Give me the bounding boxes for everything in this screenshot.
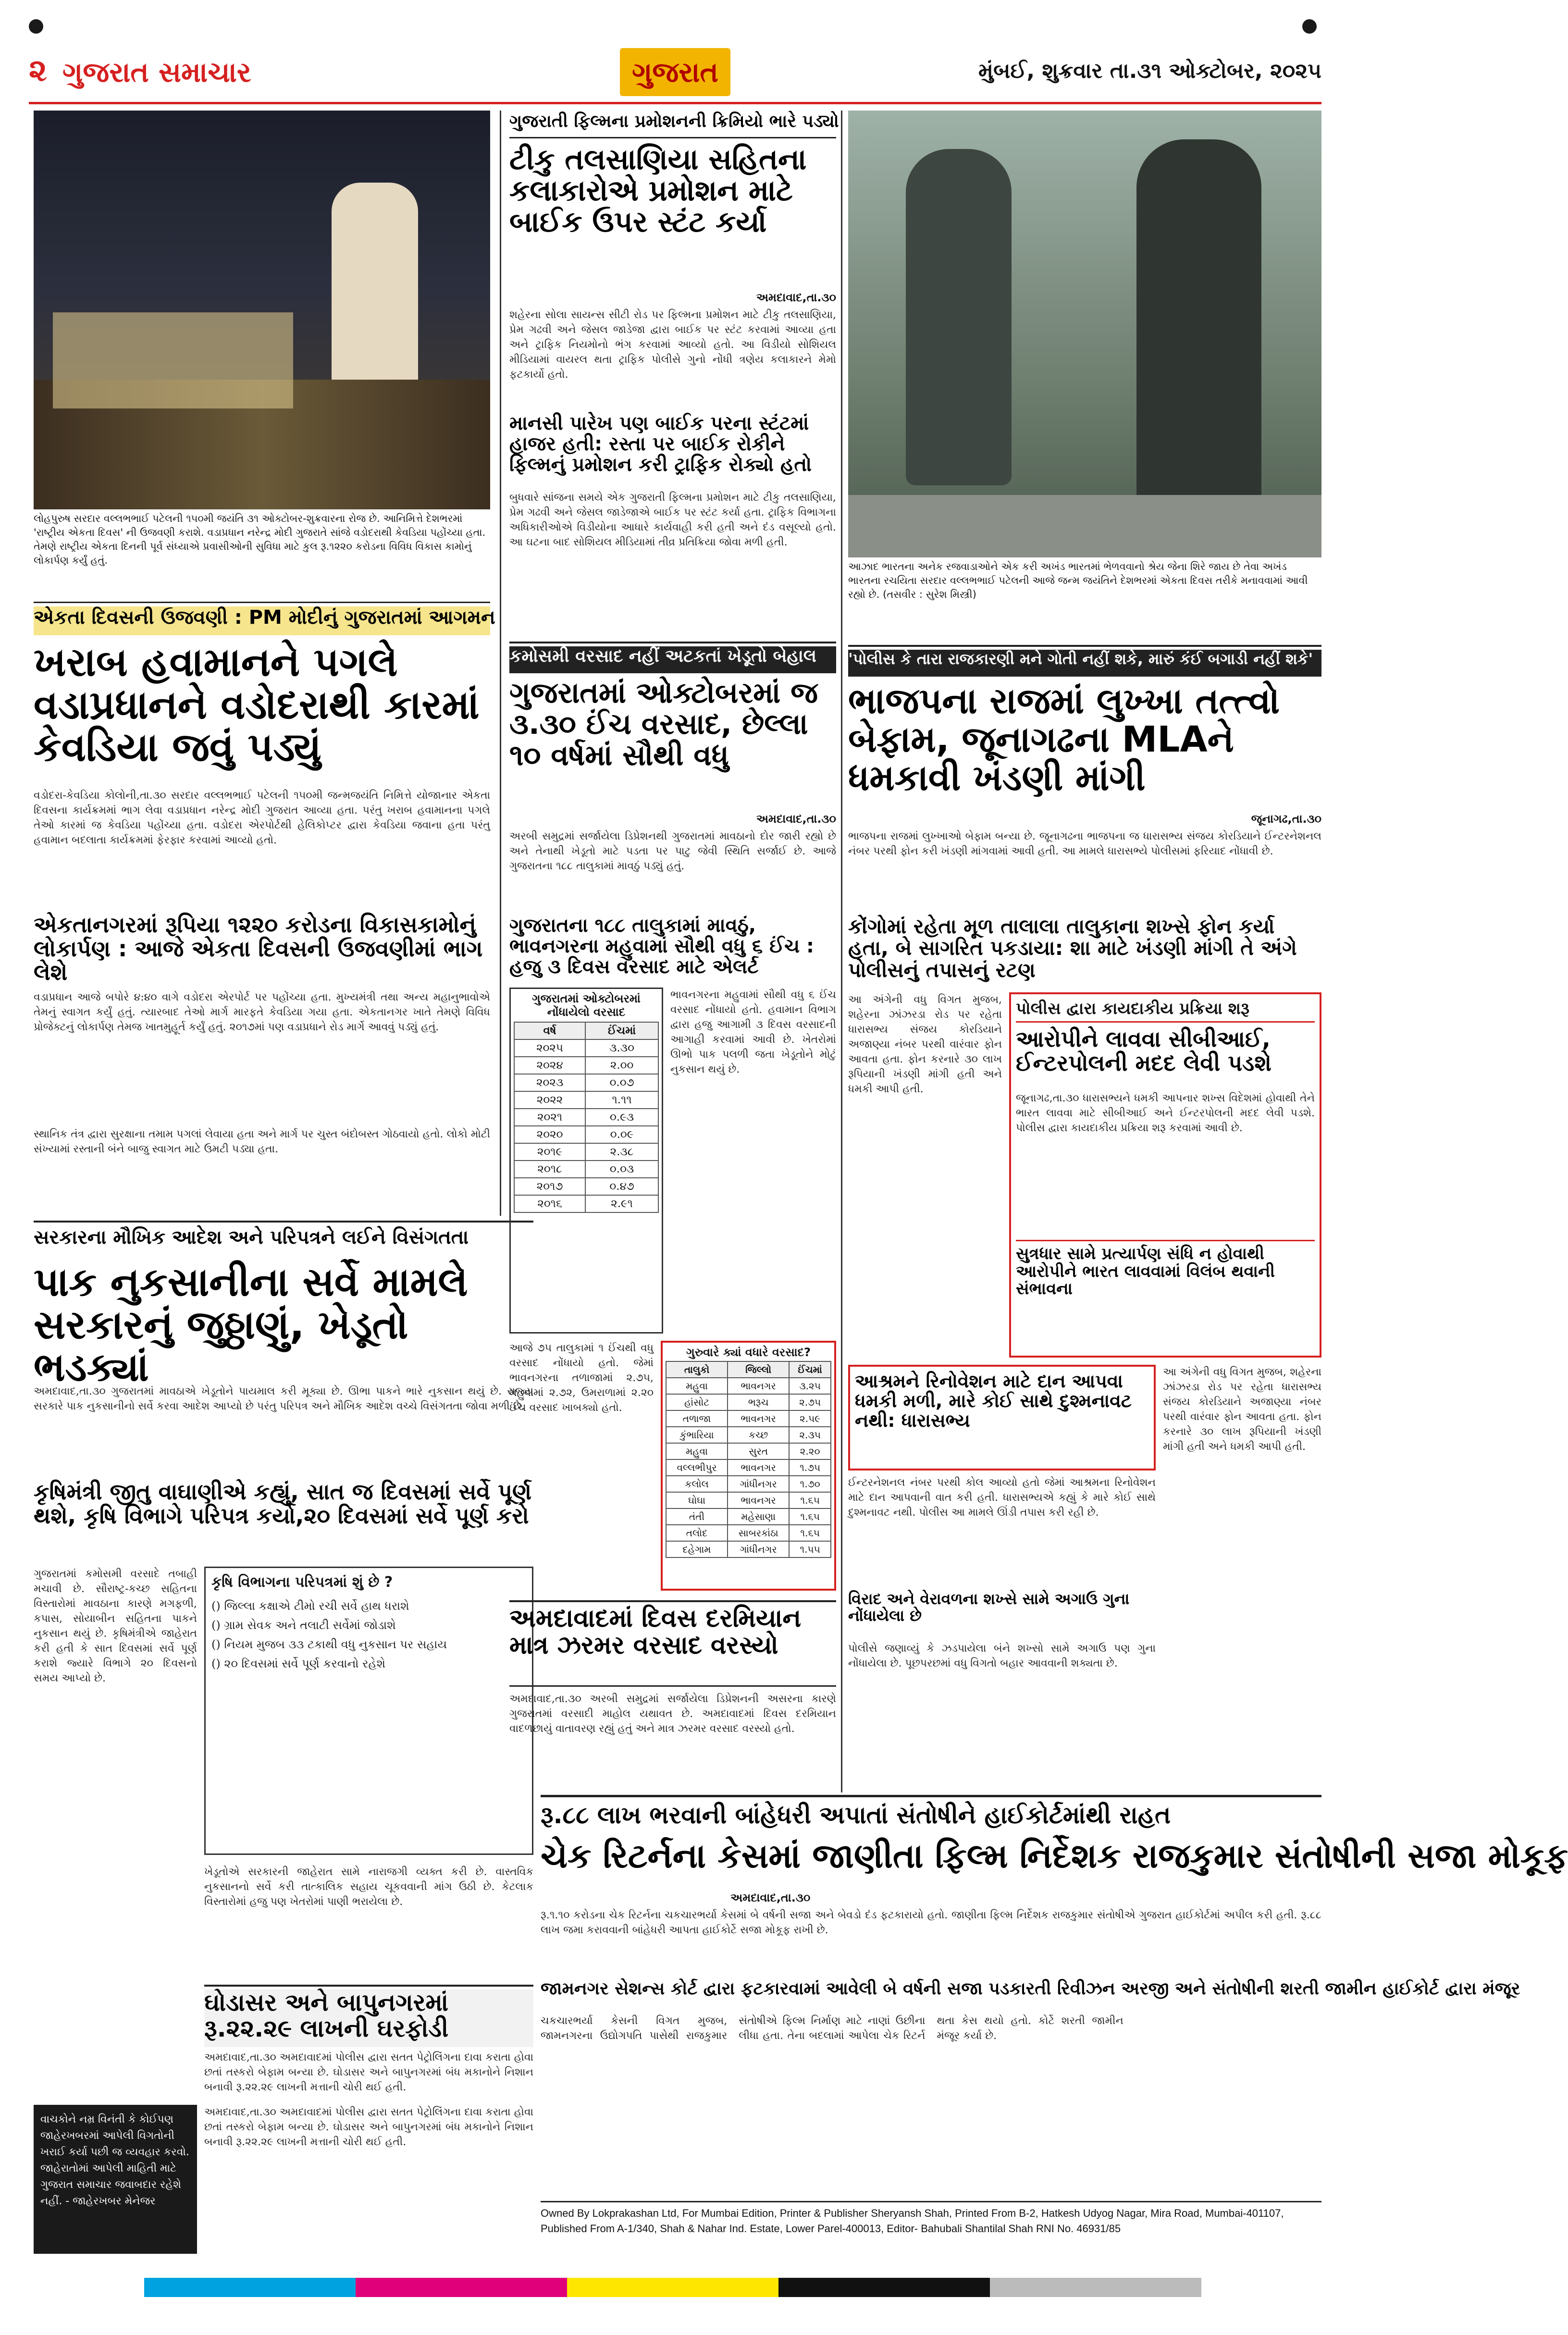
crop-box-point: () જિલ્લા કક્ષાએ ટીમો રચી સર્વે હાથ ધરાશે xyxy=(211,1599,409,1613)
crop-kicker: સરકારના મૌખિક આદેશ અને પરિપત્રને લઈને વિસંગતતા xyxy=(34,1226,469,1248)
thursday-table-row xyxy=(666,1427,831,1443)
robbery-headline: ઘોડાસર અને બાપુનગરમાં રૂ.૨૨.૨૯ લાખની ઘરફોડી xyxy=(204,1989,533,2047)
thursday-table-row xyxy=(666,1492,831,1508)
thursday-table xyxy=(666,1361,831,1558)
bike-body-2: બુધવારે સાંજના સમયે એક ગુજરાતી ફિલ્મના પ્રમોશન માટે ટીકુ તલસાણિયા, પ્રેમ ગઢવી અને જેસલ જાડેજાએ બાઈક પર સ્ટંટ કર્યા હતા. ટ્રાફિક વિભાગના અધિકારીઓએ વિડીયોના આધારે કાર્યવાહી કરી હતી અને દંડ વસૂલ્યો હતો. આ ઘટના બાદ સોશિયલ મીડિયામાં તીવ્ર પ્રતિક્રિયા જોવા મળી હતી. xyxy=(509,492,836,548)
thursday-table-row xyxy=(666,1508,831,1525)
bike-kicker: ગુજરાતી ફિલ્મના પ્રમોશનની ક્રિમિયો ભારે પડ્યો xyxy=(509,111,836,138)
bike-subhead: માનસી પારેખ પણ બાઈક પરના સ્ટંટમાં હાજર હતી: રસ્તા પર બાઈક રોકીને ફિલ્મનું પ્રમોશન કરી ટ્રાફિક રોક્યો હતો xyxy=(509,412,812,476)
ahmedabad-rain-body: અમદાવાદ,તા.૩૦ અરબી સમુદ્રમાં સર્જાયેલા ડિપ્રેશનની અસરના કારણે ગુજરાતમાં વરસાદી માહોલ યથાવત છે. અમદાવાદમાં દિવસ દરમિયાન વાદળછાયું વાતાવરણ રહ્યું હતું અને માત્ર ઝરમર વરસાદ વરસ્યો હતો. xyxy=(509,1693,836,1735)
masthead xyxy=(29,48,1321,101)
table-cell: ૦.૦૯ xyxy=(585,1126,658,1143)
registration-mark xyxy=(29,19,43,34)
table-cell: ૦.૦૩ xyxy=(585,1161,658,1178)
pm-body-1: વડોદરા-કેવડિયા કોલોની,તા.૩૦ સરદાર વલ્લભભાઈ પટેલની ૧૫૦મી જન્મજયંતિ નિમિત્તે યોજાનાર એકતા દિવસના કાર્યક્રમમાં ભાગ લેવા વડાપ્રધાન નરેન્દ્ર મોદી ગુજરાત આવ્યા હતા. પરંતુ ખરાબ હવામાનના પગલે તેઓ કારમાં જ કેવડિયા પહોંચ્યા હતા. વડોદરા એરપોર્ટથી હેલિકોપ્ટર દ્વારા કેવડિયા જવાના હતા પરંતુ હવામાન બદલાતા કાર્યક્રમમાં ફેરફાર કરવામાં આવ્યો હતો. xyxy=(34,790,490,846)
police-box-body: જૂનાગઢ,તા.૩૦ ધારાસભ્યને ધમકી આપનાર શખ્સ વિદેશમાં હોવાથી તેને ભારત લાવવા માટે સીબીઆઈ અને ઈન્ટરપોલની મદદ લેવી પડશે. પોલીસ દ્વારા કાયદાકીય પ્રક્રિયા શરૂ કરવામાં આવી છે. xyxy=(1016,1092,1315,1134)
table-cell: તલોદ xyxy=(666,1525,728,1541)
table-cell: મહુવા xyxy=(666,1378,728,1394)
table-cell: ૨.૯૧ xyxy=(585,1195,658,1212)
divider xyxy=(34,602,490,603)
rain-body-3-wrap xyxy=(509,1341,654,1557)
thursday-table-row xyxy=(666,1443,831,1459)
crop-box-title: કૃષિ વિભાગના પરિપત્રમાં શું છે ? xyxy=(211,1574,393,1591)
table-cell: ૧.૬૫ xyxy=(789,1492,831,1508)
table-cell: ૩.૨૫ xyxy=(789,1378,831,1394)
rain-table-row xyxy=(514,1109,658,1126)
table-cell: ૨૦૨૫ xyxy=(514,1039,585,1057)
table-cell: ૨૦૨૨ xyxy=(514,1091,585,1109)
statue-photo-caption: આઝાદ ભારતના અનેક રજવાડાઓને એક કરી અખંડ ભારતમાં ભેળવવાનો શ્રેય જેના શિરે જાય છે તેવા અખંડ ભારતના રચયિતા સરદાર વલ્લભભાઈ પટેલની આજે જન્મ જયંતિને દેશભરમાં એકતા દિવસ તરીકે મનાવવામાં આવી રહ્યો છે. (તસવીર : સુરેશ મિસ્ત્રી) xyxy=(848,561,1308,600)
reader-notice: વાચકોને નમ્ર વિનંતી કે કોઈપણ જાહેરખબરમાં આપેલી વિગતોની ખરાઈ કર્યા પછી જ વ્યવહાર કરવો. જાહેરાતોમાં આપેલી માહિતી માટે ગુજરાત સમાચાર જવાબદાર રહેશે નહીં. - જાહેરખબર મેનેજર xyxy=(34,2105,197,2254)
table-cell: ૧.૬૫ xyxy=(789,1525,831,1541)
ashram-body-2: પોલીસે જણાવ્યું કે ઝડપાયેલા બંને શખ્સો સામે અગાઉ પણ ગુના નોંધાયેલા છે. પૂછપરછમાં વધુ વિગતો બહાર આવવાની શક્યતા છે. xyxy=(848,1643,1156,1669)
table-cell: ૨૦૨૪ xyxy=(514,1057,585,1074)
registration-mark xyxy=(1302,19,1317,34)
rain-headline: ગુજરાતમાં ઓક્ટોબરમાં જ ૩.૩૦ ઈંચ વરસાદ, છેલ્લા ૧૦ વર્ષમાં સૌથી વધુ xyxy=(509,676,818,772)
bike-dateline: અમદાવાદ,તા.૩૦ xyxy=(756,291,836,304)
pm-headline: ખરાબ હવામાનને પગલે વડાપ્રધાનને વડોદરાથી કારમાં કેવડિયા જવું પડ્યું xyxy=(34,640,480,771)
section-tag: ગુજરાત xyxy=(620,48,730,96)
table-cell: ભાવનગર xyxy=(728,1492,789,1508)
table-cell: ૨.૫૯ xyxy=(789,1410,831,1427)
statue-photo xyxy=(848,111,1321,557)
rain-body-1: અરબી સમુદ્રમાં સર્જાયેલા ડિપ્રેશનથી ગુજરાતમાં માવઠાનો દોર જારી રહ્યો છે અને તેનાથી ખેડૂતો માટે પડતા પર પાટુ જેવી સ્થિતિ સર્જાઈ છે. આજે ગુજરાતના ૧૮૮ તાલુકામાં માવઠું પડ્યું હતું. xyxy=(509,830,836,872)
crop-body-2: ગુજરાતમાં કમોસમી વરસાદે તબાહી મચાવી છે. સૌરાષ્ટ્ર-કચ્છ સહિતના વિસ્તારોમાં માવઠાના કારણે મગફળી, કપાસ, સોયાબીન સહિતના પાકને નુકસાન થયું છે. કૃષિમંત્રીએ જાહેરાત કરી હતી કે સાત દિવસમાં સર્વે પૂર્ણ કરાશે જ્યારે વિભાગે ૨૦ દિવસનો સમય આપ્યો છે. xyxy=(34,1568,197,1684)
table-cell: ૨૦૧૯ xyxy=(514,1143,585,1161)
table-cell: ૦.૦૭ xyxy=(585,1074,658,1091)
table-cell: મહેસાણા xyxy=(728,1508,789,1525)
divider xyxy=(541,1795,1321,1797)
table-cell: ૨.૨૦ xyxy=(789,1443,831,1459)
crop-body-1: અમદાવાદ,તા.૩૦ ગુજરાતમાં માવઠાએ ખેડૂતોને પાયમાલ કરી મૂક્યા છે. ઊભા પાકને ભારે નુકસાન થયું છે. રાજ્ય સરકારે પાક નુકસાનીનો સર્વે કરવા આદેશ આપ્યો છે પરંતુ પરિપત્ર અને મૌખિક આદેશ વચ્ચે વિસંગતતા જોવા મળી છે. xyxy=(34,1385,533,1412)
table-cell: ૨૦૨૦ xyxy=(514,1126,585,1143)
pm-photo-caption: લોહપુરુષ સરદાર વલ્લભભાઈ પટેલની ૧૫૦મી જયંતિ ૩૧ ઓક્ટોબર-શુક્રવારના રોજ છે. આનિમિત્તે દેશભરમાં 'રાષ્ટ્રીય એકતા દિવસ' ની ઉજવણી કરાશે. વડાપ્રધાન નરેન્દ્ર મોદી ગુજરાતે સાંજે વડોદરાથી કેવડિયા પહોંચ્યા હતા. તેમણે રાષ્ટ્રીય એકતા દિનની પૂર્વ સંધ્યાએ પ્રવાસીઓની સુવિધા માટે કુલ રૂ.૧૨૨૦ કરોડના વિવિધ વિકાસ કામોનું લોકાર્પણ કર્યું હતું. xyxy=(34,513,486,566)
table-cell: ભાવનગર xyxy=(728,1410,789,1427)
police-box-title: પોલીસ દ્વારા કાયદાકીય પ્રક્રિયા શરૂ xyxy=(1016,999,1315,1023)
table-cell: સુરત xyxy=(728,1443,789,1459)
column-rule xyxy=(841,111,842,1792)
rain-table-header: વર્ષ xyxy=(514,1022,585,1039)
statue-figure xyxy=(1136,139,1261,505)
divider xyxy=(509,1600,836,1602)
page-number: ૨ xyxy=(29,53,47,88)
mla-body-3: આ અંગેની વધુ વિગત મુજબ, શહેરના ઝાંઝરડા રોડ પર રહેતા ધારાસભ્ય સંજય કોરડિયાને અજાણ્યા નંબર પરથી વારંવાર ફોન આવતા હતા. ફોન કરનારે ૩૦ લાખ રૂપિયાની ખંડણી માંગી હતી અને ધમકી આપી હતી. xyxy=(1163,1366,1321,1453)
thursday-table-row xyxy=(666,1394,831,1410)
table-cell: ભાવનગર xyxy=(728,1378,789,1394)
thursday-table-row xyxy=(666,1378,831,1394)
thursday-table-header: તાલુકો xyxy=(666,1361,728,1378)
table-cell: વલ્લભીપુર xyxy=(666,1459,728,1476)
rain-table-row xyxy=(514,1057,658,1074)
table-cell: ૨૦૨૩ xyxy=(514,1074,585,1091)
robbery-story xyxy=(204,1985,533,2095)
table-cell: દહેગામ xyxy=(666,1541,728,1557)
table-cell: ૧.૭૦ xyxy=(789,1476,831,1492)
pm-photo-bus xyxy=(53,312,293,408)
table-cell: ૨.૦૦ xyxy=(585,1057,658,1074)
rain-body-3: આજે ૭૫ તાલુકામાં ૧ ઈંચથી વધુ વરસાદ નોંધાયો હતો. જેમાં ભાવનગરના તળાજામાં ૨.૭૫, મહુવામાં ૨.૭૨, ઉમરાળામાં ૨.૨૦ ઈંચ વરસાદ ખાબક્યો હતો. xyxy=(509,1342,654,1414)
crop-body-3: ખેડૂતોએ સરકારની જાહેરાત સામે નારાજગી વ્યક્ત કરી છે. વાસ્તવિક નુકસાનનો સર્વે કરી તાત્કાલિક સહાય ચૂકવવાની માંગ ઉઠી છે. કેટલાક વિસ્તારોમાં હજુ પણ ખેતરોમાં પાણી ભરાયેલા છે. xyxy=(204,1866,533,1908)
rain-table-row xyxy=(514,1091,658,1109)
table-cell: મહુવા xyxy=(666,1443,728,1459)
court-subhead: જામનગર સેશન્સ કોર્ટ દ્વારા ફટકારવામાં આવેલી બે વર્ષની સજા પડકારતી રિવીઝન અરજી અને સંતોષીની શરતી જામીન હાઈકોર્ટ દ્વારા મંજૂર xyxy=(541,1979,1520,1999)
divider xyxy=(34,1221,533,1223)
ashram-headline: આશ્રમને રિનોવેશન માટે દાન આપવા ધમકી મળી, મારે કોઈ સાથે દુશ્મનાવટ નથી: ધારાસભ્ય xyxy=(855,1371,1132,1432)
mla-headline: ભાજપના રાજમાં લુખ્ખા તત્ત્વો બેફામ, જૂનાગઢના MLAને ધમકાવી ખંડણી માંગી xyxy=(848,680,1280,799)
police-box-headline: આરોપીને લાવવા સીબીઆઈ, ઈન્ટરપોલની મદદ લેવી પડશે xyxy=(1016,1026,1272,1076)
bike-body-1: શહેરના સોલા સાયન્સ સીટી રોડ પર ફિલ્મના પ્રમોશન માટે ટીકુ તલસાણિયા, પ્રેમ ગઢવી અને જેસલ જાડેજા દ્વારા બાઈક પર સ્ટંટ કરવામાં આવ્યા હતા અને ટ્રાફિક નિયમોનો ભંગ કરવામાં આવ્યો હતો. આ વિડીયો સોશિયલ મીડિયામાં વાયરલ થતા ટ્રાફિક પોલીસે ગુનો નોંધી ત્રણેય કલાકારને મેમો ફટકાર્યો હતો. xyxy=(509,309,836,381)
paper-name: ગુજરાત સમાચાર xyxy=(62,56,251,88)
statue-figure xyxy=(906,149,1012,485)
table-cell: ૨૦૧૬ xyxy=(514,1195,585,1212)
crop-subhead: કૃષિમંત્રી જીતુ વાઘાણીએ કહ્યું, સાત જ દિવસમાં સર્વે પૂર્ણ થશે, કૃષિ વિભાગે પરિપત્ર કર્યો,૨૦ દિવસમાં સર્વે પૂર્ણ કરો xyxy=(34,1479,532,1529)
footer-imprint: Owned By Lokprakashan Ltd, For Mumbai Edition, Printer & Publisher Sheryansh Shah, Printed From B-2, Hatkesh Udyog Nagar, Mira Road, Mumbai-401107, Published From A-1/340, Shah & Nahar Ind. Estate, Lower Parel-400013, Editor- Bahubali Shantilal Shah RNI No. 46931/85 xyxy=(541,2207,1284,2235)
masthead-rule xyxy=(29,102,1321,104)
thursday-table-row xyxy=(666,1459,831,1476)
pm-subhead: એકતાનગરમાં રૂપિયા ૧૨૨૦ કરોડના વિકાસકામોનું લોકાર્પણ : આજે એકતા દિવસની ઉજવણીમાં ભાગ લેશે xyxy=(34,912,483,986)
rain-table-row xyxy=(514,1126,658,1143)
crop-circular-box xyxy=(204,1567,533,1855)
divider xyxy=(848,645,1321,647)
thursday-table-row xyxy=(666,1410,831,1427)
table-cell: તળાજા xyxy=(666,1410,728,1427)
rain-table-row xyxy=(514,1161,658,1178)
mla-body-1: ભાજપના રાજમાં લુખ્ખાઓ બેફામ બન્યા છે. જૂનાગઢના ભાજપના જ ધારાસભ્ય સંજય કોરડિયાને ઈન્ટરનેશનલ નંબર પરથી ફોન કરી ખંડણી માંગવામાં આવી હતી. આ મામલે ધારાસભ્યે પોલીસમાં ફરિયાદ નોંધાવી છે. xyxy=(848,830,1321,857)
table-cell: ૨૦૧૭ xyxy=(514,1178,585,1195)
court-kicker: રૂ.૮૮ લાખ ભરવાની બાંહેધરી અપાતાં સંતોષીને હાઈકોર્ટમાંથી રાહત xyxy=(541,1801,1171,1829)
pm-body-3: સ્થાનિક તંત્ર દ્વારા સુરક્ષાના તમામ પગલાં લેવાયા હતા અને માર્ગ પર ચુસ્ત બંદોબસ્ત ગોઠવાયો હતો. લોકો મોટી સંખ્યામાં રસ્તાની બંને બાજુ સ્વાગત માટે ઉમટી પડ્યા હતા. xyxy=(34,1128,490,1155)
robbery-body-cont: અમદાવાદ,તા.૩૦ અમદાવાદમાં પોલીસ દ્વારા સતત પેટ્રોલિંગના દાવા કરાતા હોવા છતાં તસ્કરો બેફામ બન્યા છે. ઘોડાસર અને બાપુનગરમાં બંધ મકાનોને નિશાન બનાવી રૂ.૨૨.૨૯ લાખની મત્તાની ચોરી થઈ હતી. xyxy=(204,2106,533,2148)
rain-table-row xyxy=(514,1074,658,1091)
table-cell: ગાંધીનગર xyxy=(728,1541,789,1557)
table-cell: ઘોઘા xyxy=(666,1492,728,1508)
rain-table-row xyxy=(514,1195,658,1212)
table-cell: ૦.૪૭ xyxy=(585,1178,658,1195)
crop-box-point: () ગ્રામ સેવક અને તલાટી સર્વેમાં જોડાશે xyxy=(211,1618,396,1632)
ashram-box xyxy=(848,1365,1156,1470)
table-cell: ૧.૭૫ xyxy=(789,1459,831,1476)
crop-headline: પાક નુકસાનીના સર્વે મામલે સરકારનું જુઠ્ઠાણું, ખેડૂતો ભડક્યાં xyxy=(34,1260,468,1391)
mla-kicker: 'પોલીસ કે તારા રાજકારણી મને ગોતી નહીં શકે, મારું કંઈ બગાડી નહીં શકે' xyxy=(848,650,1321,677)
thursday-rain-table xyxy=(661,1341,836,1591)
table-cell: ભાવનગર xyxy=(728,1459,789,1476)
rain-body-2: ભાવનગરના મહુવામાં સૌથી વધુ ૬ ઈંચ વરસાદ નોંધાયો હતો. હવામાન વિભાગ દ્વારા હજુ આગામી ૩ દિવસ વરસાદની આગાહી કરવામાં આવી છે. ખેતરોમાં ઊભો પાક પલળી જતા ખેડૂતોને મોટું નુકસાન થયું છે. xyxy=(670,989,836,1075)
table-cell: ૨.૩૮ xyxy=(585,1143,658,1161)
crop-box-point: () ૨૦ દિવસમાં સર્વે પૂર્ણ કરવાનો રહેશે xyxy=(211,1657,386,1670)
table-cell: હાંસોટ xyxy=(666,1394,728,1410)
pm-body-2: વડાપ્રધાન આજે બપોરે ૪:૪૦ વાગે વડોદરા એરપોર્ટ પર પહોંચ્યા હતા. મુખ્યમંત્રી તથા અન્ય મહાનુભાવોએ તેમનું સ્વાગત કર્યું હતું. ત્યારબાદ તેઓ માર્ગ મારફતે કેવડિયા ગયા હતા. એકતાનગર ખાતે તેમણે વિવિધ પ્રોજેક્ટનું લોકાર્પણ તેમજ ખાતમુહૂર્ત કર્યું હતું. ૨૦૧૭માં પણ વડાપ્રધાને રોડ માર્ગે આવવું પડ્યું હતું. xyxy=(34,991,490,1033)
ahmedabad-rain-headline: અમદાવાદમાં દિવસ દરમિયાન માત્ર ઝરમર વરસાદ વરસ્યો xyxy=(509,1605,836,1687)
rain-dateline: અમદાવાદ,તા.૩૦ xyxy=(756,812,836,826)
thursday-table-header: જિલ્લો xyxy=(728,1361,789,1378)
pm-kicker: એકતા દિવસની ઉજવણી : PM મોદીનું ગુજરાતમાં આગમન xyxy=(34,606,490,635)
divider xyxy=(509,642,836,643)
court-body-1: રૂ.૧.૧૦ કરોડના ચેક રિટર્નના ચકચારભર્યા કેસમાં બે વર્ષની સજા અને બેવડો દંડ ફટકારાયો હતો. જાણીતા ફિલ્મ નિર્દેશક રાજકુમાર સંતોષીએ ગુજરાત હાઈકોર્ટમાં અપીલ કરી હતી. રૂ.૮૮ લાખ જમા કરાવવાની બાંહેધરી આપતા હાઈકોર્ટે સજા મોકૂફ રાખી છે. xyxy=(541,1909,1321,1936)
table-cell: ૨૦૨૧ xyxy=(514,1109,585,1126)
police-box xyxy=(1009,992,1321,1358)
thursday-table-header: ઈંચમાં xyxy=(789,1361,831,1378)
statue-base xyxy=(848,495,1321,557)
table-cell: ૧.૧૧ xyxy=(585,1091,658,1109)
rain-table-row xyxy=(514,1143,658,1161)
table-cell: ભરૂચ xyxy=(728,1394,789,1410)
ashram-subhead: વિરાદ અને વેરાવળના શખ્સે સામે અગાઉ ગુના નોંધાયેલા છે xyxy=(848,1590,1130,1625)
mla-dateline: જૂનાગઢ,તા.૩૦ xyxy=(1251,812,1321,826)
dateline: મુંબઈ, શુક્રવાર તા.૩૧ ઓક્ટોબર, ૨૦૨૫ xyxy=(978,59,1321,83)
table-cell: ૧.૫૫ xyxy=(789,1541,831,1557)
rain-table-row xyxy=(514,1178,658,1195)
table-cell: તંતી xyxy=(666,1508,728,1525)
table-cell: ૩.૩૦ xyxy=(585,1039,658,1057)
table-cell: ગાંધીનગર xyxy=(728,1476,789,1492)
police-box-subhead: સુત્રધાર સામે પ્રત્યાર્પણ સંધિ ન હોવાથી આરોપીને ભારત લાવવામાં વિલંબ થવાની સંભાવના xyxy=(1016,1240,1315,1327)
table-cell: કુંભારિયા xyxy=(666,1427,728,1443)
table-cell: ૨૦૧૮ xyxy=(514,1161,585,1178)
table-cell: ૨.૩૫ xyxy=(789,1427,831,1443)
divider xyxy=(541,2201,1321,2202)
rain-table xyxy=(514,1022,659,1213)
table-cell: ૧.૬૫ xyxy=(789,1508,831,1525)
thursday-table-row xyxy=(666,1541,831,1557)
rain-table-title: ગુજરાતમાં ઓક્ટોબરમાં નોંધાયેલો વરસાદ xyxy=(532,992,641,1019)
robbery-body: અમદાવાદ,તા.૩૦ અમદાવાદમાં પોલીસ દ્વારા સતત પેટ્રોલિંગના દાવા કરાતા હોવા છતાં તસ્કરો બેફામ બન્યા છે. ઘોડાસર અને બાપુનગરમાં બંધ મકાનોને નિશાન બનાવી રૂ.૨૨.૨૯ લાખની મત્તાની ચોરી થઈ હતી. xyxy=(204,2051,533,2093)
table-cell: ૨.૭૫ xyxy=(789,1394,831,1410)
crop-box-point: () નિયમ મુજબ ૩૩ ટકાથી વધુ નુકસાન પર સહાય xyxy=(211,1638,447,1651)
thursday-table-row xyxy=(666,1525,831,1541)
thursday-table-title: ગુરુવારે ક્યાં વધારે વરસાદ? xyxy=(686,1346,811,1359)
table-cell: ૦.૯૩ xyxy=(585,1109,658,1126)
table-cell: સાબરકાંઠા xyxy=(728,1525,789,1541)
court-body-2: ચકચારભર્યા કેસની વિગત મુજબ, જામનગરના ઉદ્યોગપતિ પાસેથી રાજકુમાર સંતોષીએ ફિલ્મ નિર્માણ માટે નાણાં ઉછીના લીધા હતા. તેના બદલામાં આપેલા ચેક રિટર્ન થતા કેસ થયો હતો. કોર્ટે શરતી જામીન મંજૂર કર્યા છે. xyxy=(541,2015,1124,2042)
table-cell: કચ્છ xyxy=(728,1427,789,1443)
bike-headline: ટીકુ તલસાણિયા સહિતના કલાકારોએ પ્રમોશન માટે બાઈક ઉપર સ્ટંટ કર્યા xyxy=(509,143,807,239)
court-headline: ચેક રિટર્નના કેસમાં જાણીતા ફિલ્મ નિર્દેશક રાજકુમાર સંતોષીની સજા મોકૂફ xyxy=(541,1836,1568,1876)
mla-subhead: કોંગોમાં રહેતા મૂળ તાલાલા તાલુકાના શખ્સે ફોન કર્યા હતા, બે સાગરિત પકડાયા: શા માટે ખંડણી માંગી તે અંગે પોલીસનું તપાસનું રટણ xyxy=(848,914,1297,982)
column-rule xyxy=(500,111,501,1216)
mla-body-2: આ અંગેની વધુ વિગત મુજબ, શહેરના ઝાંઝરડા રોડ પર રહેતા ધારાસભ્ય સંજય કોરડિયાને અજાણ્યા નંબર પરથી વારંવાર ફોન આવતા હતા. ફોન કરનારે ૩૦ લાખ રૂપિયાની ખંડણી માંગી હતી અને ધમકી આપી હતી. xyxy=(848,994,1002,1095)
table-cell: કલોલ xyxy=(666,1476,728,1492)
rain-subhead: ગુજરાતના ૧૮૮ તાલુકામાં માવઠું, ભાવનગરના મહુવામાં સૌથી વધુ ૬ ઈંચ : હજુ ૩ દિવસ વરસાદ માટે એલર્ટ xyxy=(509,914,814,978)
thursday-table-row xyxy=(666,1476,831,1492)
court-dateline: અમદાવાદ,તા.૩૦ xyxy=(730,1891,811,1904)
rain-kicker: કમોસમી વરસાદ નહીં અટકતાં ખેડૂતો બેહાલ xyxy=(509,646,836,673)
ashram-body: ઈન્ટરનેશનલ નંબર પરથી કોલ આવ્યો હતો જેમાં આશ્રમના રિનોવેશન માટે દાન આપવાની વાત કરી હતી. ધારાસભ્યએ કહ્યું કે મારે કોઈ સાથે દુશ્મનાવટ નથી. પોલીસ આ મામલે ઊંડી તપાસ કરી રહી છે. xyxy=(848,1477,1156,1519)
print-color-bar xyxy=(144,2278,1201,2297)
rain-table-row xyxy=(514,1039,658,1057)
rain-table-header: ઈંચમાં xyxy=(585,1022,658,1039)
rain-history-table xyxy=(509,988,663,1334)
pm-photo xyxy=(34,111,490,509)
